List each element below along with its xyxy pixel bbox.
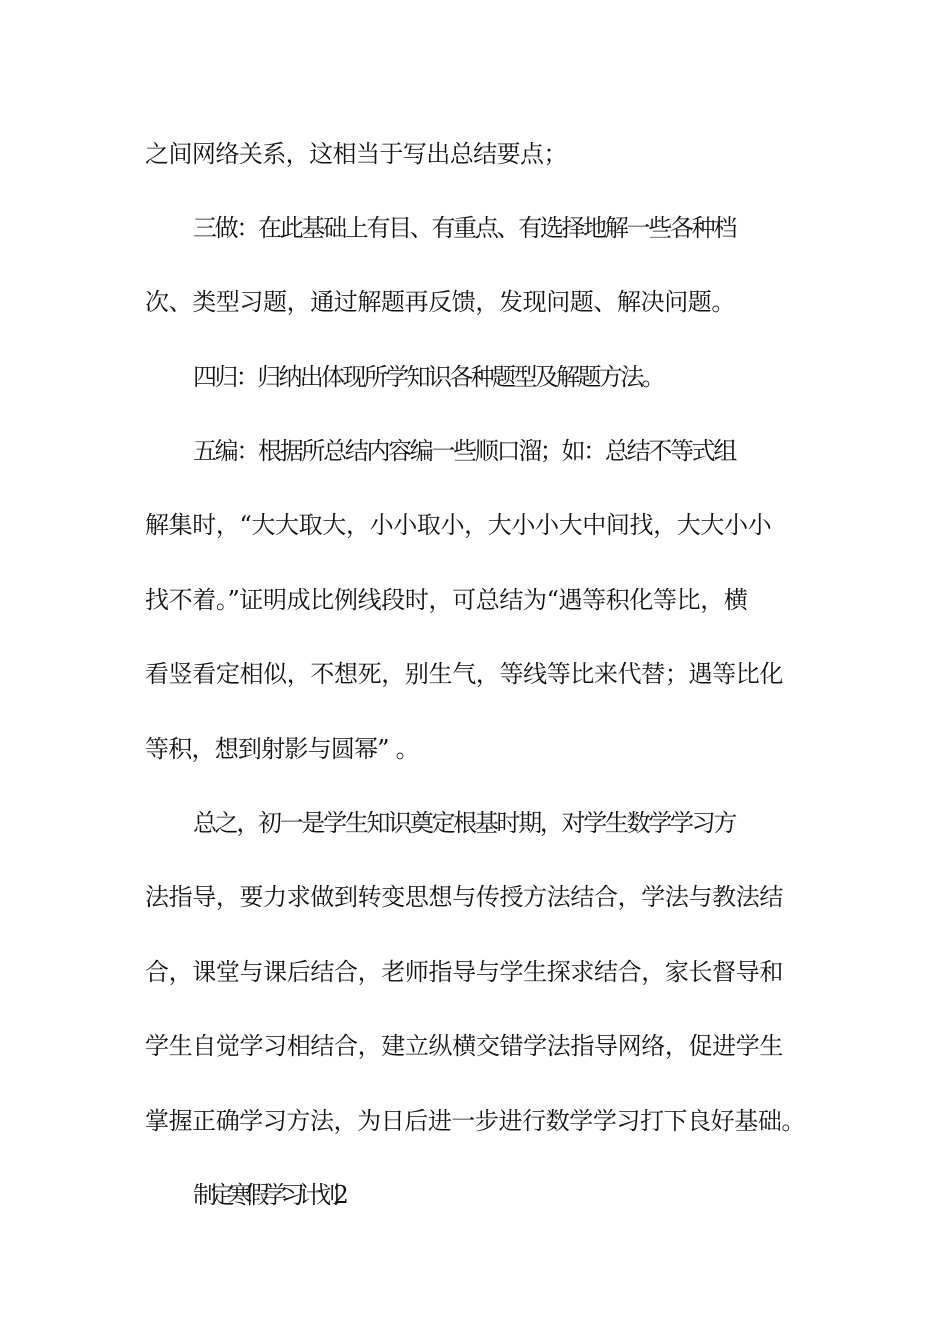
text-line: 解集时，“大大取大，小小取小，大小小大中间找，大大小小 [145,511,772,539]
section-heading: 制定寒假学习计划2 [193,1181,343,1209]
text-line: 学生自觉学习相结合，建立纵横交错学法指导网络，促进学生 [145,1032,784,1060]
text-line: 等积，想到射影与圆幂” 。 [145,735,419,763]
text-line: 法指导，要力求做到转变思想与传授方法结合，学法与教法结 [145,883,784,911]
text-line: 合，课堂与课后结合，老师指导与学生探求结合，家长督导和 [145,958,784,986]
paragraph-start-line: 五编：根据所总结内容编一些顺口溜；如：总结不等式组 [193,437,735,465]
paragraph-start-line: 总之，初一是学生知识奠定根基时期，对学生数学学习方 [193,809,735,837]
paragraph-start-line: 三做：在此基础上有目、有重点、有选择地解一些各种档 [193,214,735,242]
text-line: 掌握正确学习方法，为日后进一步进行数学学习打下良好基础。 [145,1107,805,1135]
text-line: 看竖看定相似，不想死，别生气，等线等比来代替；遇等比化 [145,660,784,688]
text-line: 之间网络关系，这相当于写出总结要点； [145,140,567,168]
text-line: 次、类型习题，通过解题再反馈，发现问题、解决问题。 [145,288,735,316]
paragraph-start-line: 四归：归纳出体现所学知识各种题型及解题方法。 [193,363,663,391]
text-line: 找不着。”证明成比例线段时，可总结为“遇等积化等比，横 [145,586,748,614]
